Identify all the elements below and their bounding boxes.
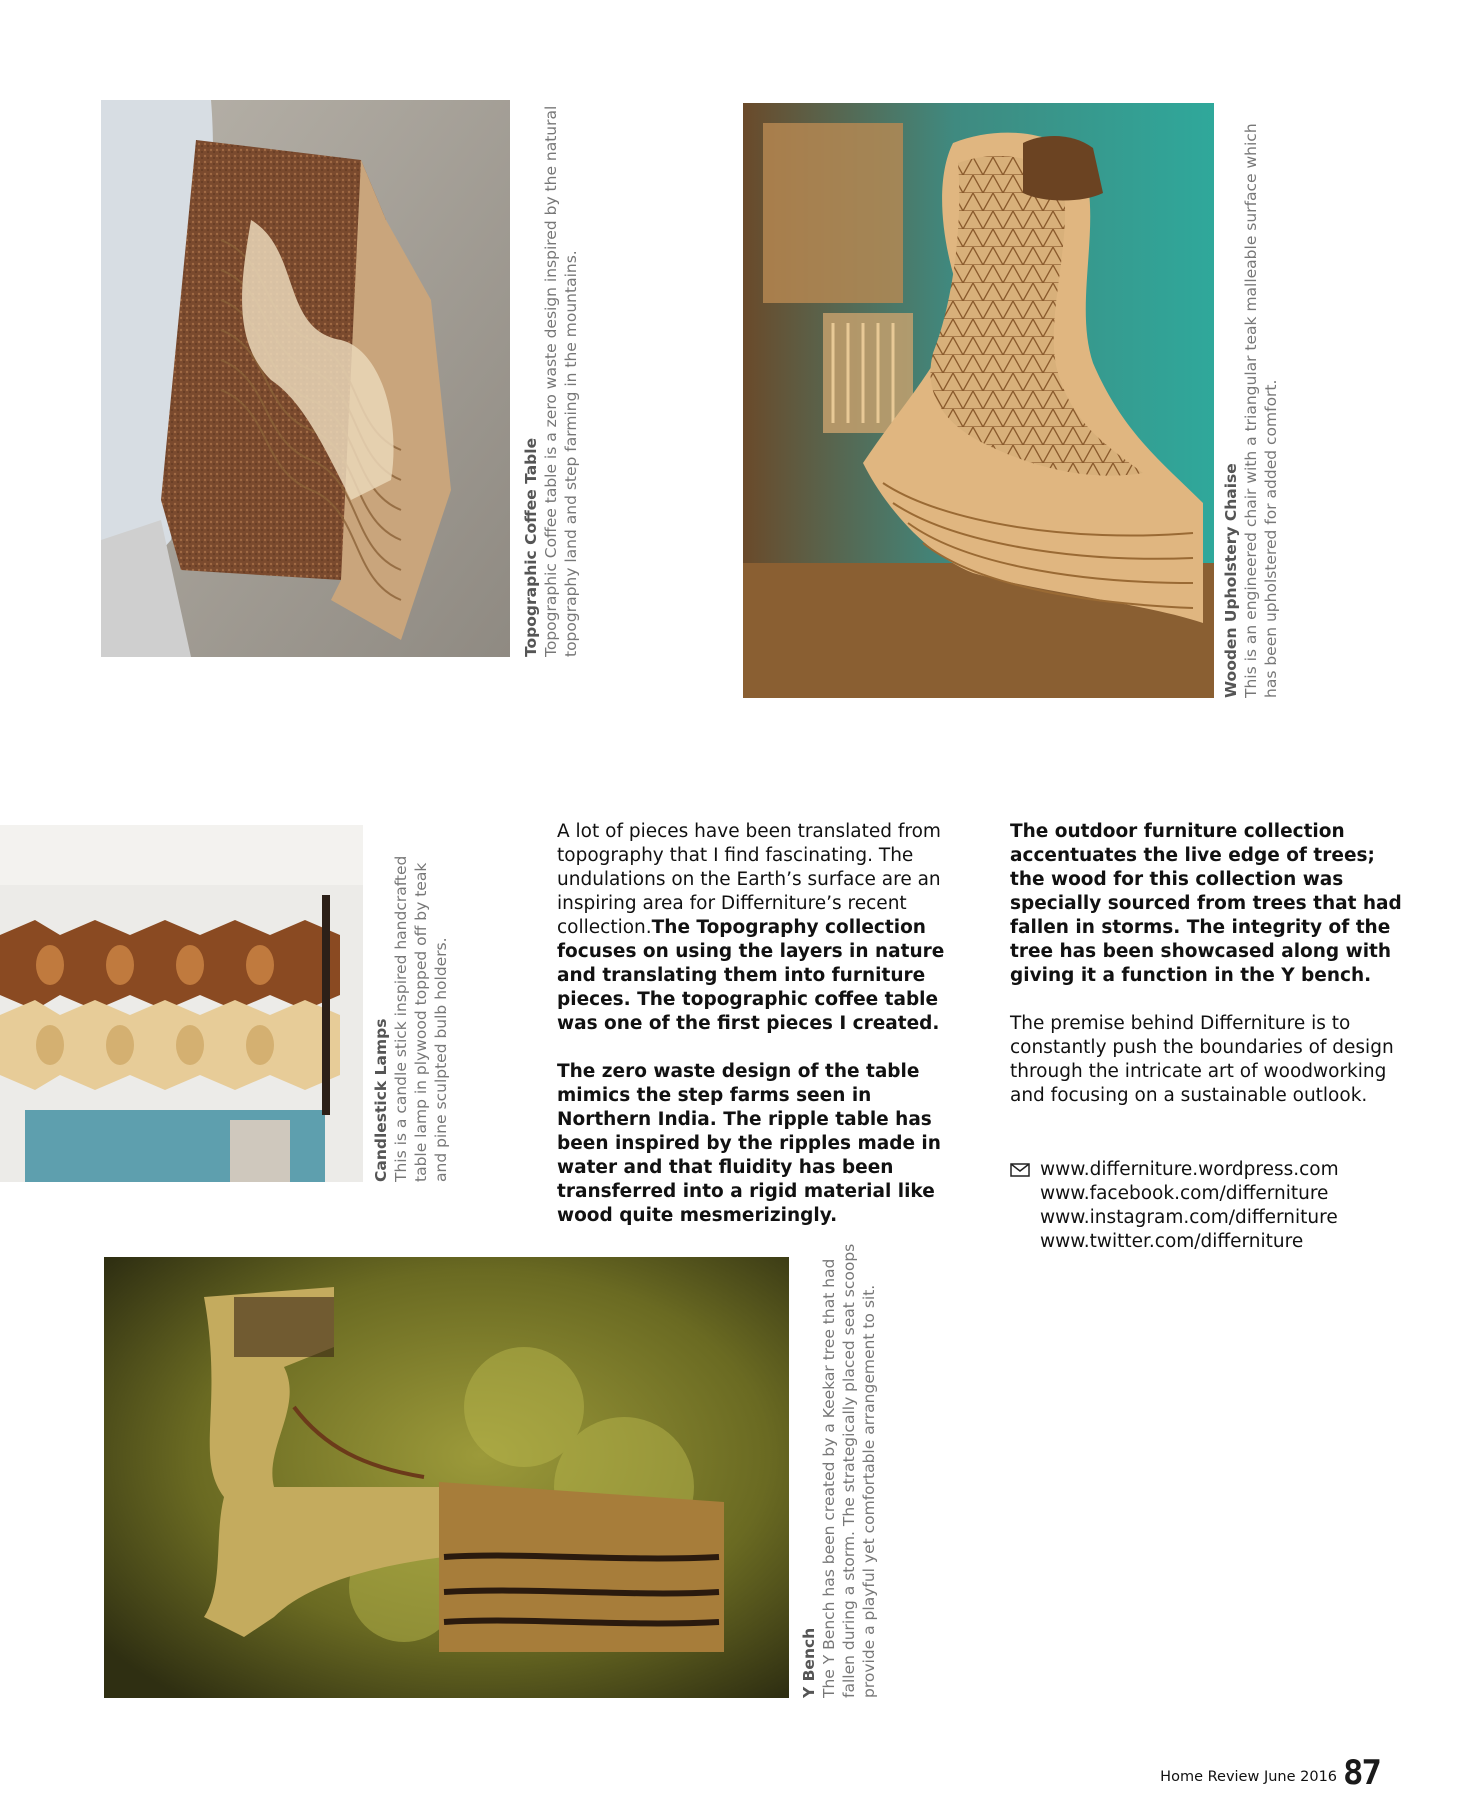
chaise-caption	[1221, 123, 1281, 698]
caption-line: table lamp in plywood topped off by teak	[412, 862, 430, 1182]
candlestick-lamps-caption	[371, 856, 451, 1182]
caption-line: This is a candle stick inspired handcrafted	[392, 855, 410, 1182]
contact-links	[1010, 1158, 1339, 1254]
twitter-link[interactable]: www.twitter.com/differniture	[1040, 1231, 1304, 1252]
paragraph-bold: The outdoor furniture collection accentuates the live edge of trees; the wood for this collection was specially sourced from trees that had fallen in storms. The integrity of the tree has been showcased along with giving it a function in the Y bench.	[1010, 821, 1402, 986]
caption-title: Topographic Coffee Table	[522, 437, 540, 657]
paragraph	[557, 820, 957, 1036]
paragraph-bold: The zero waste design of the table mimics the step farms seen in Northern India. The ripple table has been inspired by the ripples made in water and that fluidity has been transferred into a rigid material like wood quite mesmerizingly.	[557, 1061, 941, 1226]
caption-line: and pine sculpted bulb holders.	[432, 937, 450, 1182]
caption-line: This is an engineered chair with a triangular teak malleable surface which	[1242, 123, 1260, 698]
caption-line: fallen during a storm. The strategically placed seat scoops	[840, 1243, 858, 1698]
candlestick-lamps-photo	[0, 825, 363, 1182]
caption-line: topography land and step farming in the mountains.	[562, 250, 580, 657]
website-link[interactable]: www.differniture.wordpress.com	[1040, 1159, 1339, 1180]
caption-title: Candlestick Lamps	[372, 1018, 390, 1182]
caption-line: provide a playful yet comfortable arrangement to sit.	[860, 1284, 878, 1698]
link-row	[1010, 1230, 1339, 1254]
y-bench-caption	[799, 1244, 879, 1698]
envelope-icon	[1010, 1163, 1030, 1177]
paragraph-bold-text: The Topography collection focuses on using the layers in nature and translating them into furniture pieces. The topographic coffee table was one of the first pieces I created.	[557, 917, 945, 1034]
y-bench-photo	[104, 1257, 789, 1698]
caption-line: Topographic Coffee table is a zero waste design inspired by the natural	[542, 105, 560, 657]
caption-line: The Y Bench has been created by a Keekar tree that had	[820, 1258, 838, 1698]
link-row	[1010, 1206, 1339, 1230]
instagram-link[interactable]: www.instagram.com/differniture	[1040, 1207, 1338, 1228]
coffee-table-caption	[521, 106, 581, 657]
page-footer	[1160, 1753, 1380, 1793]
facebook-link[interactable]: www.facebook.com/differniture	[1040, 1183, 1329, 1204]
paragraph-text: A lot of pieces have been translated from topography that I find fascinating. The undulations on the Earth’s surface are an inspiring area for Differniture’s recent collection.	[557, 821, 941, 938]
link-row	[1010, 1158, 1339, 1182]
link-row	[1010, 1182, 1339, 1206]
caption-line: has been upholstered for added comfort.	[1262, 379, 1280, 698]
chaise-photo	[743, 103, 1214, 698]
article-column-1	[557, 820, 957, 1252]
caption-title: Y Bench	[800, 1627, 818, 1698]
article-column-2	[1010, 820, 1405, 1132]
paragraph: The premise behind Differniture is to constantly push the boundaries of design through the intricate art of woodworking and focusing on a sustainable outlook.	[1010, 1013, 1394, 1106]
magazine-issue: Home Review June 2016	[1160, 1769, 1338, 1785]
caption-title: Wooden Upholstery Chaise	[1222, 463, 1240, 698]
page-number: 87	[1343, 1753, 1380, 1793]
coffee-table-photo	[101, 100, 510, 657]
